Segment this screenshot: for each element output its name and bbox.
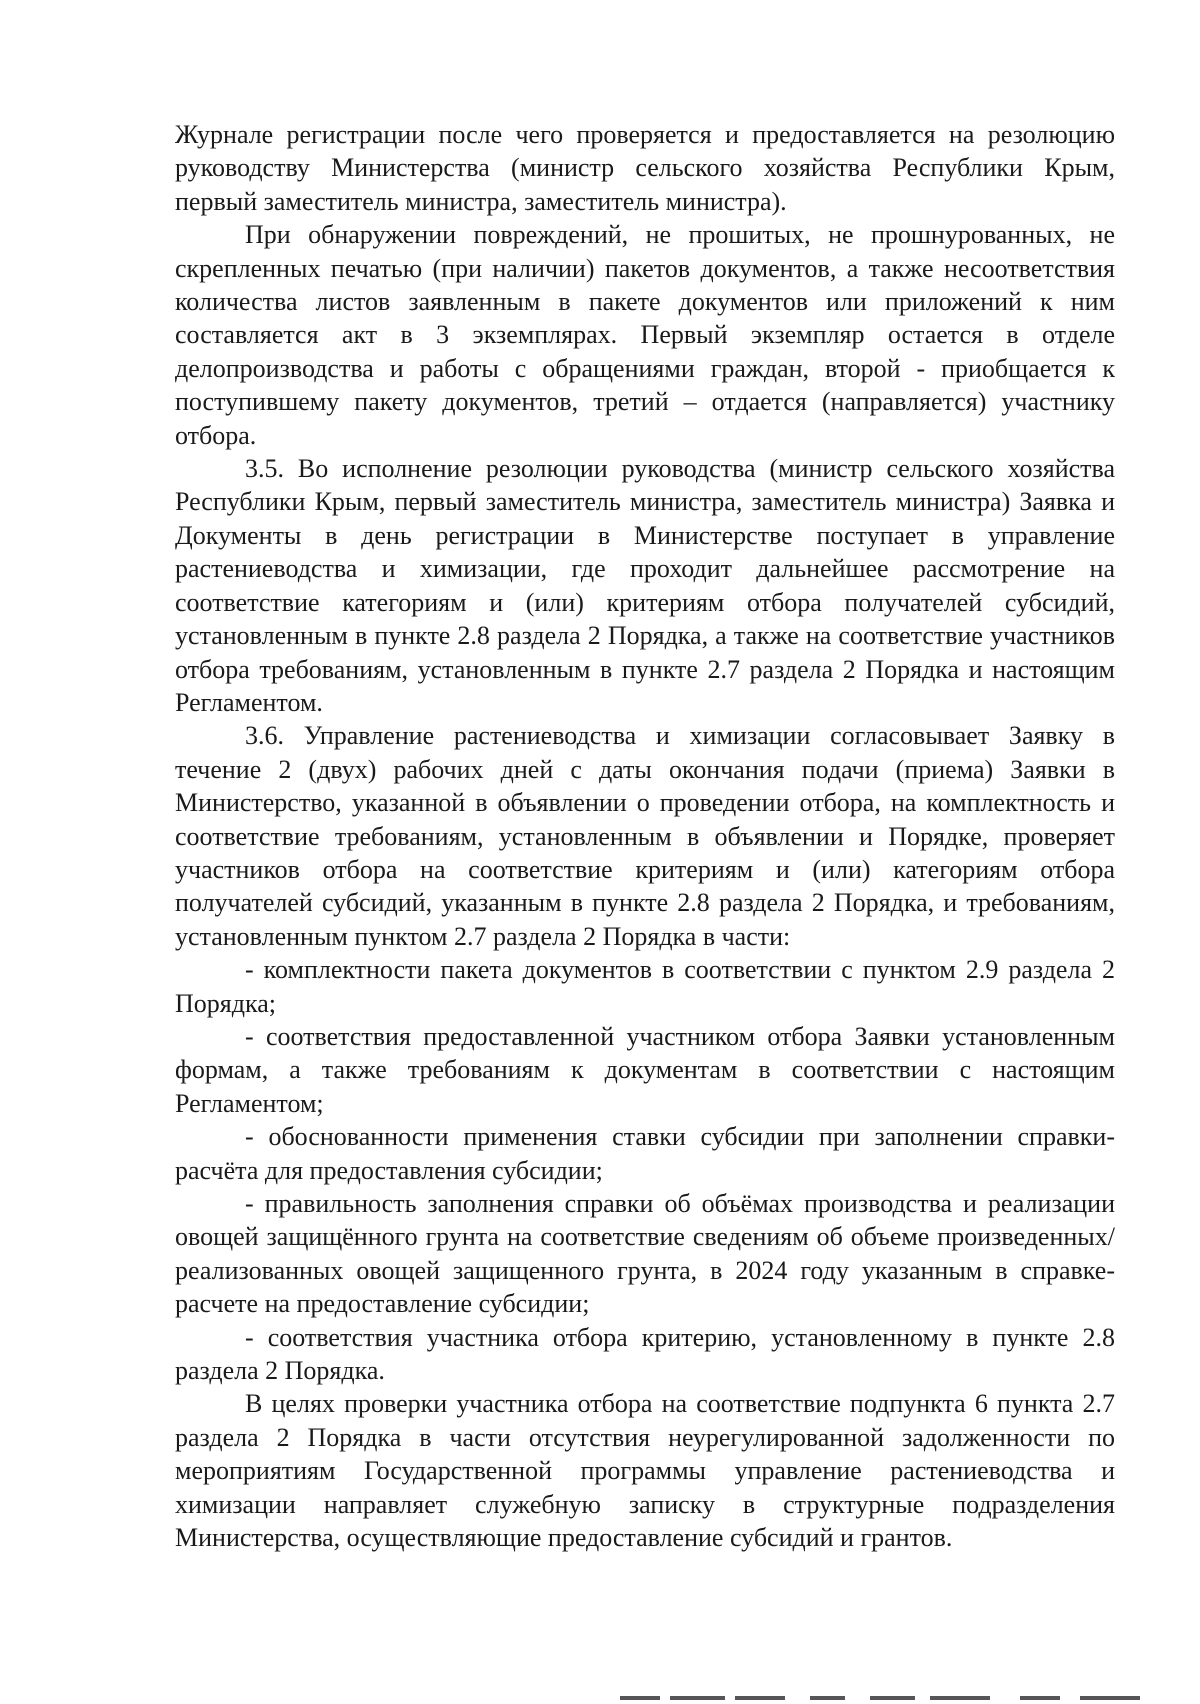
paragraph-journal-registration: Журнале регистрации после чего проверяется и предоставляется на резолюцию руководству Министерства (министр сельского хозяйства Республики Крым, первый заместитель министра, заместитель министра).: [175, 120, 1115, 216]
list-item-form-compliance: - соответствия предоставленной участником отбора Заявки установленным формам, а также требованиям к документам в соответствии с настоящим Регламентом;: [175, 1021, 1115, 1118]
scan-edge-artifact: [600, 1694, 1200, 1704]
paragraph-3-5: 3.5. Во исполнение резолюции руководства (министр сельского хозяйства Республики Крым, первый заместитель министра, заместитель министра) Заявка и Документы в день регистрации в Министерстве поступает в управление растениеводства и химизации, где проходит дальнейшее рассмотрение на соответствие категориям и (или) критериям отбора получателей субсидий, установленным в пункте 2.8 раздела 2 Порядка, а также на соответствие участников отбора требованиям, установленным в пункте 2.7 раздела 2 Порядка и настоящим Регламентом.: [175, 454, 1115, 717]
list-item-criterion: - соответствия участника отбора критерию, установленному в пункте 2.8 раздела 2 Порядка.: [175, 1322, 1115, 1386]
paragraph-debt-check: В целях проверки участника отбора на соответствие подпункта 6 пункта 2.7 раздела 2 Порядка в части отсутствия неурегулированной задолженности по мероприятиям Государственной программы управление растениеводства и химизации направляет служебную записку в структурные подразделения Министерства, осуществляющие предоставление субсидий и грантов.: [175, 1389, 1115, 1553]
list-item-completeness: - комплектности пакета документов в соответствии с пунктом 2.9 раздела 2 Порядка;: [175, 955, 1115, 1018]
paragraph-damage-act: При обнаружении повреждений, не прошитых, не прошнурованных, не скрепленных печатью (при наличии) пакетов документов, а также несоответствия количества листов заявленным в пакете документов или приложений к ним составляется акт в 3 экземплярах. Первый экземпляр остается в отделе делопроизводства и работы с обращениями граждан, второй - приобщается к поступившему пакету документов, третий – отдается (направляется) участнику отбора.: [175, 220, 1115, 450]
paragraph-3-6: 3.6. Управление растениеводства и химизации согласовывает Заявку в течение 2 (двух) рабочих дней с даты окончания подачи (приема) Заявки в Министерство, указанной в объявлении о проведении отбора, на комплектность и соответствие требованиям, установленным в объявлении и Порядке, проверяет участников отбора на соответствие критериям и (или) категориям отбора получателей субсидий, указанным в пункте 2.8 раздела 2 Порядка, и требованиям, установленным пунктом 2.7 раздела 2 Порядка в части:: [175, 721, 1115, 951]
list-item-production-volume: - правильность заполнения справки об объёмах производства и реализации овощей защищённого грунта на соответствие сведениям об объеме произведенных/реализованных овощей защищенного грунта, в 2024 году указанным в справке-расчете на предоставление субсидии;: [175, 1189, 1115, 1319]
document-body: [175, 118, 1115, 1554]
list-item-subsidy-rate: - обоснованности применения ставки субсидии при заполнении справки-расчёта для предоставления субсидии;: [175, 1122, 1115, 1185]
